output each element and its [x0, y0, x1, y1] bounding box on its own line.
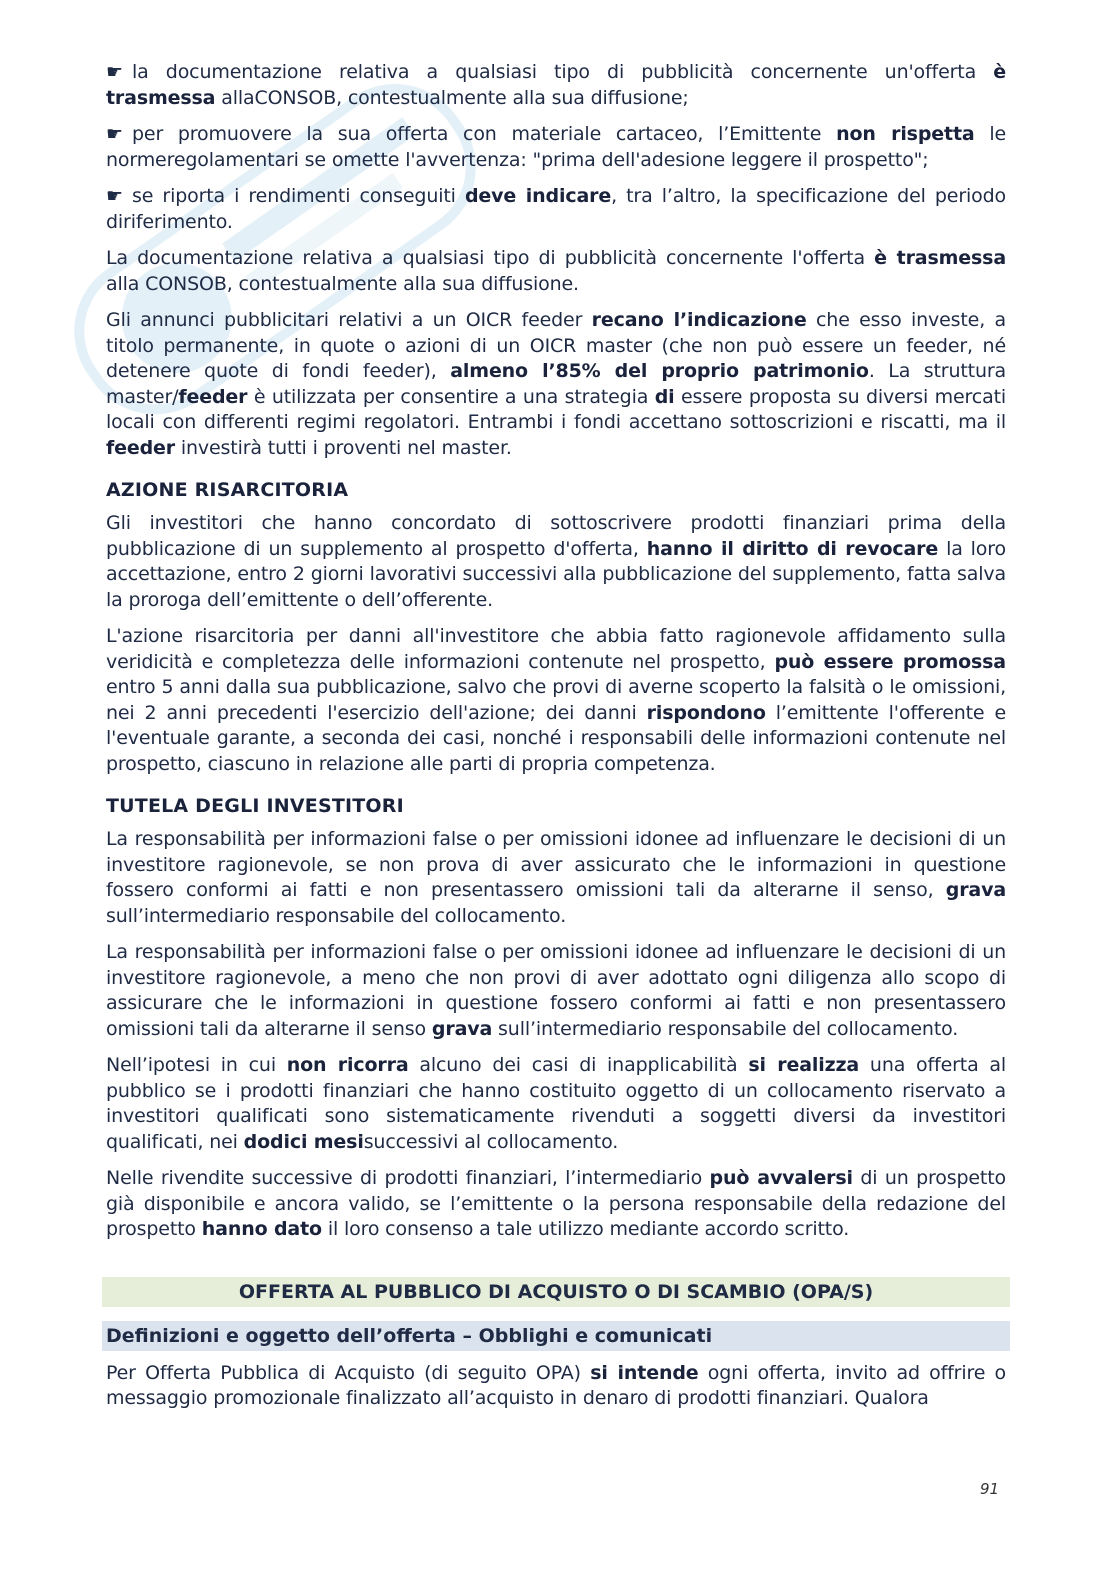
tutela-paragraph-4: Nelle rivendite successive di prodotti finanziari, l’intermediario può avvalersi di un prospetto già disponibile e ancora valido, se l’emittente o la persona responsabile della redazione del prospetto hanno dato il loro consenso a tale utilizzo mediante accordo scritto.: [106, 1167, 1006, 1240]
final-paragraph: Per Offerta Pubblica di Acquisto (di seguito OPA) si intende ogni offerta, invito ad offrire o messaggio promozionale finalizzato all’acquisto in denaro di prodotti finanziari. Qualora: [106, 1361, 1006, 1409]
section-tutela-investitori: [106, 827, 1006, 1243]
page-number: 91: [980, 1480, 1000, 1498]
chapter-heading-band: OFFERTA AL PUBBLICO DI ACQUISTO O DI SCAMBIO (OPA/S): [102, 1277, 1010, 1307]
tutela-paragraph-2: La responsabilità per informazioni false o per omissioni idonee ad influenzare le decisioni di un investitore ragionevole, a meno che non provi di aver adottato ogni diligenza allo scopo di assicurare che le informazioni in questione fossero conformi ai fatti e non presentassero omissioni tali da alterarne il senso grava sull’intermediario responsabile del collocamento.: [106, 941, 1006, 1040]
azione-paragraph-1: Gli investitori che hanno concordato di sottoscrivere prodotti finanziari prima della pubblicazione di un supplemento al prospetto d'offerta, hanno il diritto di revocare la loro accettazione, entro 2 giorni lavorativi successivi alla pubblicazione del supplemento, fatta salva la proroga dell’emittente o dell’offerente.: [106, 512, 1006, 611]
pointing-hand-bullet-icon: ☛: [106, 123, 123, 145]
pointing-hand-bullet-icon: ☛: [106, 185, 123, 207]
azione-paragraph-2: L'azione risarcitoria per danni all'investitore che abbia fatto ragionevole affidamento sulla veridicità e completezza delle informazioni contenute nel prospetto, può essere promossa entro 5 anni dalla sua pubblicazione, salvo che provi di averne scoperto la falsità o le omissioni, nei 2 anni precedenti l'esercizio dell'azione; dei danni rispondono l’emittente l'offerente e l'eventuale garante, a seconda dei casi, nonché i responsabili delle informazioni contenute nel prospetto, ciascuno in relazione alle parti di propria competenza.: [106, 625, 1006, 775]
section-title-azione-risarcitoria: AZIONE RISARCITORIA: [106, 479, 349, 501]
intro-paragraph-3: ☛ se riporta i rendimenti conseguiti deve indicare, tra l’altro, la specificazione del periodo diriferimento.: [106, 185, 1006, 233]
intro-paragraph-5: Gli annunci pubblicitari relativi a un OICR feeder recano l’indicazione che esso investe, a titolo permanente, in quote o azioni di un OICR master (che non può essere un feeder, né detenere quote di fondi feeder), almeno l’85% del proprio patrimonio. La struttura master/feeder è utilizzata per consentire a una strategia di essere proposta su diversi mercati locali con differenti regimi regolatori. Entrambi i fondi accettano sottoscrizioni e riscatti, ma il feeder investirà tutti i proventi nel master.: [106, 309, 1007, 459]
section-azione-risarcitoria: [106, 511, 1006, 777]
subsection-heading-band: Definizioni e oggetto dell’offerta – Obblighi e comunicati: [102, 1321, 1010, 1351]
intro-paragraph-1: ☛ la documentazione relativa a qualsiasi tipo di pubblicità concernente un'offerta è trasmessa allaCONSOB, contestualmente alla sua diffusione;: [106, 61, 1006, 109]
intro-paragraph-4: La documentazione relativa a qualsiasi tipo di pubblicità concernente l'offerta è trasmessa alla CONSOB, contestualmente alla sua diffusione.: [106, 247, 1006, 295]
section-title-tutela-investitori: TUTELA DEGLI INVESTITORI: [106, 795, 404, 817]
tutela-paragraph-3: Nell’ipotesi in cui non ricorra alcuno dei casi di inapplicabilità si realizza una offerta al pubblico se i prodotti finanziari che hanno costituito oggetto di un collocamento riservato a investitori qualificati sono sistematicamente rivenduti a soggetti diversi da investitori qualificati, nei dodici mesisuccessivi al collocamento.: [106, 1054, 1006, 1153]
intro-paragraph-2: ☛ per promuovere la sua offerta con materiale cartaceo, l’Emittente non rispetta le normeregolamentari se omette l'avvertenza: "prima dell'adesione leggere il prospetto";: [106, 123, 1006, 171]
tutela-paragraph-1: La responsabilità per informazioni false o per omissioni idonee ad influenzare le decisioni di un investitore ragionevole, se non prova di aver assicurato che le informazioni in questione fossero conformi ai fatti e non presentassero omissioni tali da alterarne il senso, grava sull’intermediario responsabile del collocamento.: [106, 828, 1006, 927]
page-content: [106, 60, 1006, 1423]
intro-paragraphs: [106, 60, 1006, 461]
pointing-hand-bullet-icon: ☛: [106, 61, 123, 83]
